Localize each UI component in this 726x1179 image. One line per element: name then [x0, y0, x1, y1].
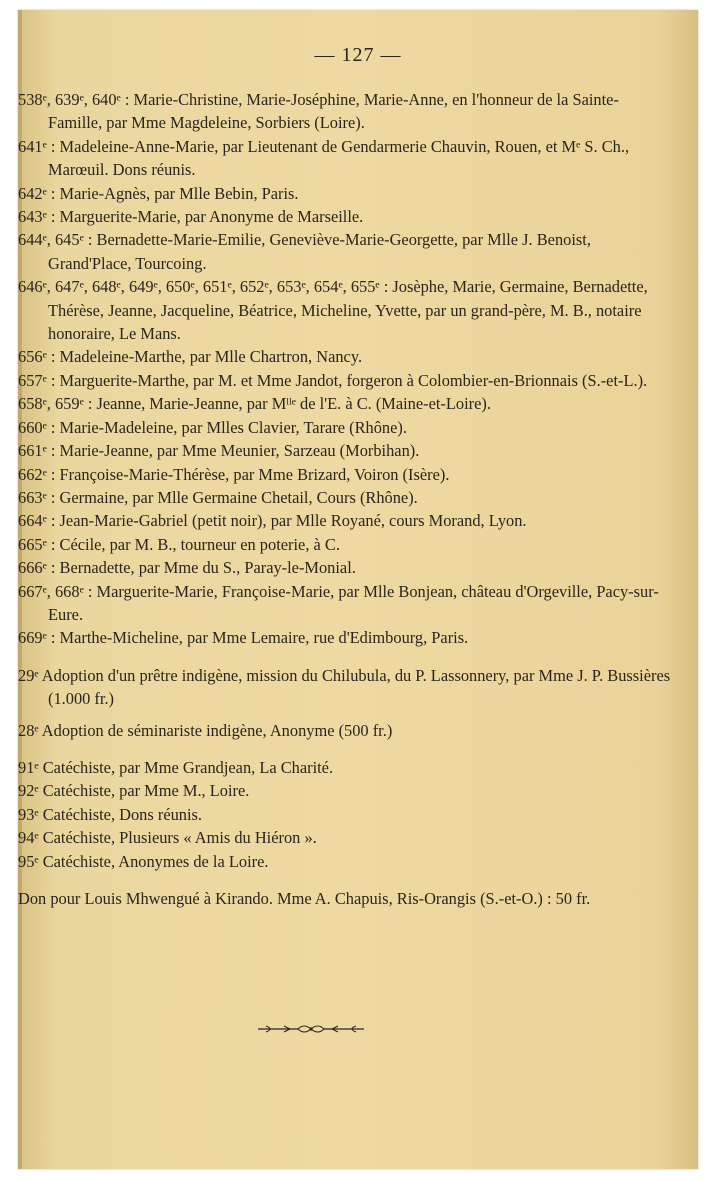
list-item: 657ᵉ : Marguerite-Marthe, par M. et Mme Jandot, forgeron à Colombier-en-Brionnais (S.-et-L.). — [18, 370, 648, 390]
list-item: 29ᵉ Adoption d'un prêtre indigène, mission du Chilubula, du P. Lassonnery, par Mme J. P. Bussières (1.000 fr.) — [18, 665, 671, 709]
list-item: 646ᵉ, 647ᵉ, 648ᵉ, 649ᵉ, 650ᵉ, 651ᵉ, 652ᵉ, 653ᵉ, 654ᵉ, 655ᵉ : Josèphe, Marie, Germaine, Bernadette, Thérèse, Jeanne, Jacqueline, Béatrice, Micheline, Yvette, par un grand-père, M. B., notaire honoraire, Le Mans. — [18, 277, 648, 344]
donation-list — [18, 88, 678, 910]
list-item: 661ᵉ : Marie-Jeanne, par Mme Meunier, Sarzeau (Morbihan). — [18, 441, 420, 461]
list-item: 641ᵉ : Madeleine-Anne-Marie, par Lieutenant de Gendarmerie Chauvin, Rouen, et Mᵉ S. Ch., Marœuil. Dons réunis. — [18, 136, 630, 180]
section-gap — [18, 873, 678, 887]
list-item: 658ᵉ, 659ᵉ : Jeanne, Marie-Jeanne, par Mˡˡᵉ de l'E. à C. (Maine-et-Loire). — [18, 394, 491, 414]
page-sheet — [18, 10, 698, 1169]
list-item: 644ᵉ, 645ᵉ : Bernadette-Marie-Emilie, Geneviève-Marie-Georgette, par Mlle J. Benoist, Grand'Place, Tourcoing. — [18, 230, 591, 273]
section-gap — [18, 650, 678, 664]
page-number: — 127 — — [314, 44, 402, 66]
list-item: 664ᵉ : Jean-Marie-Gabriel (petit noir), par Mlle Royané, cours Morand, Lyon. — [18, 511, 527, 531]
list-item: 28ᵉ Adoption de séminariste indigène, Anonyme (500 fr.) — [18, 720, 393, 740]
list-item: 656ᵉ : Madeleine-Marthe, par Mlle Chartron, Nancy. — [18, 347, 363, 367]
list-item: 92ᵉ Catéchiste, par Mme M., Loire. — [18, 781, 250, 801]
list-item: 95ᵉ Catéchiste, Anonymes de la Loire. — [18, 851, 269, 871]
list-item: 669ᵉ : Marthe-Micheline, par Mme Lemaire, rue d'Edimbourg, Paris. — [18, 628, 469, 648]
section-gap — [18, 711, 678, 719]
list-item: 93ᵉ Catéchiste, Dons réunis. — [18, 804, 203, 824]
list-item: 642ᵉ : Marie-Agnès, par Mlle Bebin, Paris. — [18, 183, 299, 203]
list-item: 91ᵉ Catéchiste, par Mme Grandjean, La Charité. — [18, 757, 334, 777]
list-item: 94ᵉ Catéchiste, Plusieurs « Amis du Hiéron ». — [18, 828, 317, 848]
list-item: Don pour Louis Mhwengué à Kirando. Mme A. Chapuis, Ris-Orangis (S.-et-O.) : 50 fr. — [18, 889, 591, 908]
section-gap — [18, 742, 678, 756]
list-item: 663ᵉ : Germaine, par Mlle Germaine Chetail, Cours (Rhône). — [18, 487, 418, 507]
fleuron-ornament-icon — [256, 1022, 366, 1036]
list-item: 666ᵉ : Bernadette, par Mme du S., Paray-le-Monial. — [18, 558, 356, 578]
list-item: 662ᵉ : Françoise-Marie-Thérèse, par Mme Brizard, Voiron (Isère). — [18, 464, 450, 484]
list-item: 660ᵉ : Marie-Madeleine, par Mlles Clavier, Tarare (Rhône). — [18, 417, 407, 437]
list-item: 538ᵉ, 639ᵉ, 640ᵉ : Marie-Christine, Marie-Joséphine, Marie-Anne, en l'honneur de la Sainte-Famille, par Mme Magdeleine, Sorbiers (Loire). — [18, 90, 619, 133]
list-item: 667ᵉ, 668ᵉ : Marguerite-Marie, Françoise-Marie, par Mlle Bonjean, château d'Orgeville, Pacy-sur-Eure. — [18, 581, 659, 624]
list-item: 665ᵉ : Cécile, par M. B., tourneur en poterie, à C. — [18, 534, 340, 554]
list-item: 643ᵉ : Marguerite-Marie, par Anonyme de Marseille. — [18, 207, 364, 227]
